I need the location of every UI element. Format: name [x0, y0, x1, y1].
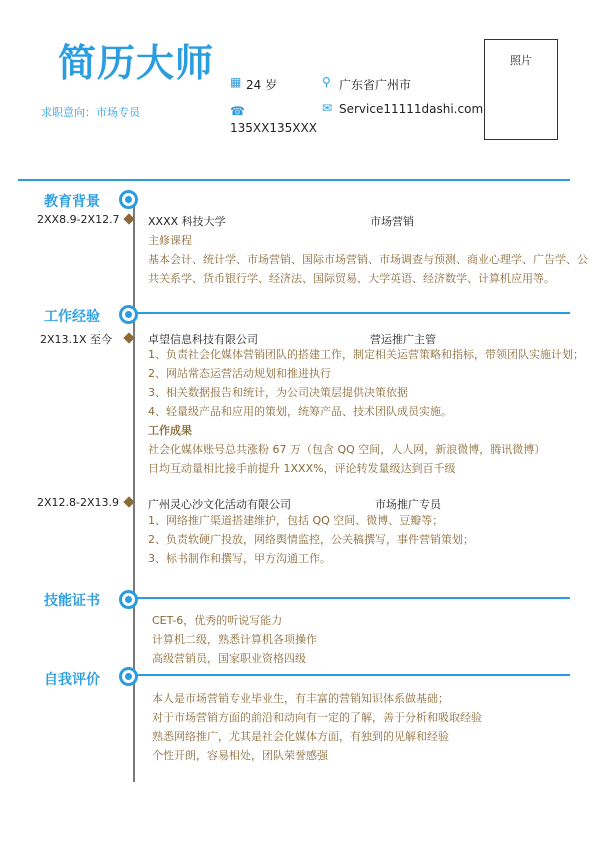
section-divider [135, 312, 570, 314]
self-eval-item: 对于市场营销方面的前沿和动向有一定的了解，善于分析和吸取经验 [152, 711, 482, 724]
job-date: 2X12.8-2X13.9 [37, 496, 120, 509]
company-name: 卓望信息科技有限公司 [148, 333, 258, 346]
location-pin-icon: ⚲ [322, 75, 331, 89]
timeline-circle-icon [119, 305, 138, 324]
phone-text: 135XX135XXX [230, 121, 317, 135]
phone-icon: ☎ [230, 104, 245, 118]
section-divider [135, 674, 570, 676]
age-text: 24 岁 [246, 78, 278, 92]
self-eval-item: 个性开朗，容易相处，团队荣誉感强 [152, 749, 328, 762]
duty-line: 3、标书制作和撰写，甲方沟通工作。 [148, 552, 331, 565]
achievement-line: 日均互动量相比接手前提升 1XXX%，评论转发量级达到百千级 [148, 462, 456, 475]
self-eval-list [152, 689, 482, 765]
timeline-circle-icon [119, 667, 138, 686]
job-position: 市场推广专员 [375, 498, 441, 511]
duty-line: 2、网站常态运营活动规划和推进执行 [148, 367, 331, 380]
section-divider [135, 597, 570, 599]
job-duties [148, 511, 474, 568]
job-intent: 求职意向：市场专员 [41, 106, 140, 119]
section-divider [18, 179, 570, 181]
photo-placeholder [484, 39, 558, 140]
skill-item: 高级营销员，国家职业资格四级 [152, 652, 306, 665]
timeline-line [133, 196, 135, 782]
duty-line: 1、网络推广渠道搭建维护，包括 QQ 空间、微博、豆瓣等； [148, 514, 444, 527]
job-date: 2X13.1X 至今 [40, 333, 113, 346]
timeline-circle-icon [119, 190, 138, 209]
duty-line: 3、相关数据报告和统计，为公司决策层提供决策依据 [148, 386, 408, 399]
skill-item: 计算机二级，熟悉计算机各项操作 [152, 633, 317, 646]
education-date: 2XX8.9-2X12.7 [37, 213, 120, 226]
education-details [148, 231, 588, 288]
self-eval-item: 本人是市场营销专业毕业生，有丰富的营销知识体系做基础； [152, 692, 449, 705]
section-title-self-eval: 自我评价 [44, 672, 100, 688]
major-name: 市场营销 [370, 215, 414, 228]
section-title-education: 教育背景 [44, 194, 100, 210]
school-name: XXXX 科技大学 [148, 215, 226, 228]
section-title-work: 工作经验 [44, 309, 100, 325]
achievement-title: 工作成果 [148, 424, 192, 437]
company-name: 广州灵心沙文化活动有限公司 [148, 498, 291, 511]
timeline-circle-icon [119, 590, 138, 609]
course-line: 共关系学、货币银行学、经济法、国际贸易、大学英语、经济数学、计算机应用等。 [148, 272, 555, 285]
course-line: 基本会计、统计学、市场营销、国际市场营销、市场调查与预测、商业心理学、广告学、公 [148, 253, 588, 266]
calendar-icon: ▦ [230, 75, 242, 89]
skill-item: CET-6，优秀的听说写能力 [152, 614, 283, 627]
duty-line: 4、轻量级产品和应用的策划，统筹产品、技术团队成员实施。 [148, 405, 452, 418]
course-label: 主修课程 [148, 234, 192, 247]
skills-list [152, 611, 317, 668]
job-duties [148, 345, 584, 478]
duty-line: 1、负责社会化媒体营销团队的搭建工作，制定相关运营策略和指标，带领团队实施计划； [148, 348, 584, 361]
achievement-line: 社会化媒体账号总共涨粉 67 万（包含 QQ 空间，人人网，新浪微博，腾讯微博） [148, 443, 546, 456]
envelope-icon: ✉ [322, 101, 333, 115]
location-text: 广东省广州市 [339, 78, 412, 92]
photo-label: 照片 [510, 54, 532, 67]
self-eval-item: 熟悉网络推广，尤其是社会化媒体方面，有独到的见解和经验 [152, 730, 449, 743]
resume-name-title: 简历大师 [58, 41, 215, 85]
job-position: 营运推广主管 [370, 333, 436, 346]
duty-line: 2、负责软硬广投放，网络舆情监控，公关稿撰写，事件营销策划； [148, 533, 474, 546]
email-text: Service11111dashi.com [339, 102, 484, 116]
section-title-skills: 技能证书 [44, 593, 100, 609]
